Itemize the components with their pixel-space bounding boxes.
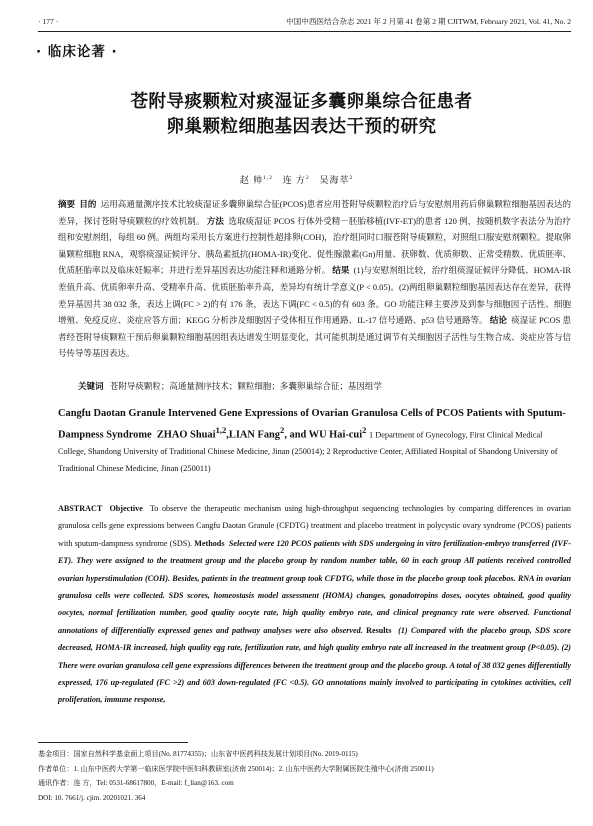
article-title — [30, 90, 573, 140]
journal-citation: 中国中西医结合杂志 2021 年 2 月第 41 卷第 2 期 CJITWM, February 2021, Vol. 41, No. 2 — [286, 17, 571, 26]
author-3: 吴海萃 — [319, 175, 350, 185]
conclusion-text: 痰湿证 PCOS 患者经苍附导痰颗粒干预后卵巢颗粒细胞基因组表达谱发生明显变化，其可能机制是通过调节有关细胞因子活性与生物合成、炎症应答与信号传导等基因表达。 — [58, 315, 571, 359]
conclusion-label: 结论 — [489, 315, 507, 326]
footnote-fund: 基金项目：国家自然科学基金面上项目(No. 81774355)；山东省中医药科技发展计划项目(No. 2019-0115) — [38, 750, 358, 758]
footnote-rule — [38, 742, 188, 743]
author-3-affil: 2 — [349, 175, 354, 181]
english-author-3-affil: 2 — [362, 425, 367, 435]
keywords-label: 关键词 — [78, 381, 104, 391]
chinese-abstract — [58, 196, 571, 362]
author-2-affil: 2 — [305, 175, 310, 181]
footnote-unit: 作者单位：1. 山东中医药大学第一临床医学院中医妇科教研室(济南 250014)；2. 山东中医药大学附属医院生殖中心(济南 250011) — [38, 764, 434, 773]
author-2: 连 方 — [282, 175, 306, 185]
english-author-3: , and WU Hai-cui — [284, 429, 363, 441]
english-author-2-affil: 2 — [280, 425, 285, 435]
method-label: 方法 — [206, 215, 224, 226]
purpose-text: 运用高通量测序技术比较痰湿证多囊卵巢综合征(PCOS)患者应用苍附导痰颗粒治疗后与安慰剂用药后卵巢颗粒细胞基因表达的差异，探讨苍附导痰颗粒的疗效机制。 — [58, 199, 572, 226]
english-affiliation: 1 Department of Gynecology, First Clinical Medical College, Shandong University of Traditional Chinese Medicine, Jinan (250014); 2 Reproductive Center, Affiliated Hospital of Shandong University of Traditional Chinese Medicine, Jinan (250011) — [58, 430, 558, 474]
english-title — [58, 405, 571, 477]
purpose-label: 目的 — [79, 199, 97, 209]
header-rule — [38, 31, 571, 32]
objective-text: To observe the therapeutic mechanism using high-throughput sequencing technologies by comparing differences in ovarian granulosa cells gene expressions between Cangfu Daotan Granule (CFDTG) treatment and placebo treatment in polycystic ovary syndrome (PCOS) patients with sputum-dampness syndrome (SDS). — [58, 504, 571, 548]
english-author-2: ,LIAN Fang — [226, 429, 280, 441]
english-author-1: ZHAO Shuai — [156, 429, 216, 441]
objective-label: Objective — [109, 504, 143, 513]
english-abstract — [58, 500, 571, 709]
result-label: 结果 — [332, 265, 350, 276]
results-label: Results — [366, 625, 392, 635]
keywords-text: 苍附导痰颗粒；高通量测序技术；颗粒细胞；多囊卵巢综合征；基因组学 — [109, 381, 382, 391]
english-title-text: Cangfu Daotan Granule Intervened Gene Expressions of Ovarian Granulosa Cells of PCOS Patients with Sputum-Dampness Syndrome — [58, 408, 566, 441]
results-text: (1) Compared with the placebo group, SDS score decreased, HOMA-IR increased, high quality egg rate, fertilization rate, and high quality embryo rate all increased in the treatment group (P<0.05). (2) There were ovarian granulosa cell gene expressions differences between the treatment group and the placebo group. A total of 38 032 genes differentially expressed, 176 up-regulated (FC >2) and 603 down-regulated (FC <0.5). GO annotations mainly involved to participating in cytokines activities, cell proliferation, immune response, — [58, 625, 572, 705]
author-list — [0, 173, 593, 186]
page-number: · 177 · — [38, 17, 59, 26]
footnote-doi: DOI: 10. 7661/j. cjim. 20201021. 364 — [38, 793, 146, 802]
en-abstract-label: ABSTRACT — [58, 504, 103, 513]
author-1: 赵 帅 — [239, 175, 264, 185]
footnote-correspondence: 通讯作者：连 方，Tel: 0531-68617800，E-mail: f_lian@163. com — [38, 779, 234, 787]
author-1-affil: 1,2 — [263, 175, 273, 181]
title-line-2: 卵巢颗粒细胞基因表达干预的研究 — [166, 117, 437, 137]
keywords — [78, 379, 571, 393]
method-text: 选取痰湿证 PCOS 行体外受精－胚胎移植(IVF-ET)的患者 120 例，按随机数字表法分为治疗组和安慰剂组，每组 60 例。两组均采用长方案进行控制性超排卵(COH)，治疗组同时口服苍附导痰颗粒，对照组口服安慰剂颗粒。提取卵巢颗粒细胞 RNA，观察痰湿证候评分、胰岛素抵抗(HOMA-IR)变化、促性腺激素(Gn)用量、获卵数、优质卵数、正常受精数、优质胚率、优质胚胎率以及临床妊娠率；并进行差异基因表达功能注释和通路分析。 — [58, 215, 572, 276]
abstract-label: 摘要 — [58, 199, 76, 209]
methods-text: Selected were 120 PCOS patients with SDS undergoing in vitro fertilization-embryo transferred (IVF-ET). They were assigned to the treatment group and the placebo group by random number table, 60 in each group All patients received controlled ovarian hyperstimulation (COH). Besides, patients in the treatment group took CFDTG, while those in the placebo group took placebos. RNA in ovarian granulosa cells were collected. SDS scores, homeostasis model assessment (HOMA) changes, gonadotropins doses, oocytes obtained, good quality oocytes, normal fertilization number, good quality oocyte rate, high quality embryo rate, and clinical pregnancy rate were observed. Functional annotations of differentially expressed genes and pathway analyses were also observed. — [58, 538, 572, 635]
running-head — [38, 15, 571, 29]
title-line-1: 苍附导痰颗粒对痰湿证多囊卵巢综合征患者 — [130, 92, 473, 112]
english-author-1-affil: 1,2 — [215, 425, 227, 435]
methods-label: Methods — [194, 538, 225, 548]
footnotes — [38, 747, 571, 805]
section-label: · 临床论著 · — [36, 44, 118, 60]
result-text: (1)与安慰剂组比较，治疗组痰湿证候评分降低、HOMA-IR 差值升高、优质卵率升高、受精率升高、优质胚胎率升高，差异均有统计学意义(P < 0.05)。(2)两组卵巢颗粒细胞基因表达存在差异，获得差异基因共 38 032 条，表达上调(FC > 2)的有 176 条，表达下调(FC < 0.5)的有 603 条。GO 功能注释主要涉及到参与细胞因子活性、细胞增殖、免疫反应、炎症应答方面；KEGG 分析涉及细胞因子受体相互作用通路、IL-17 信号通路、p53 信号通路等。 — [58, 265, 571, 326]
